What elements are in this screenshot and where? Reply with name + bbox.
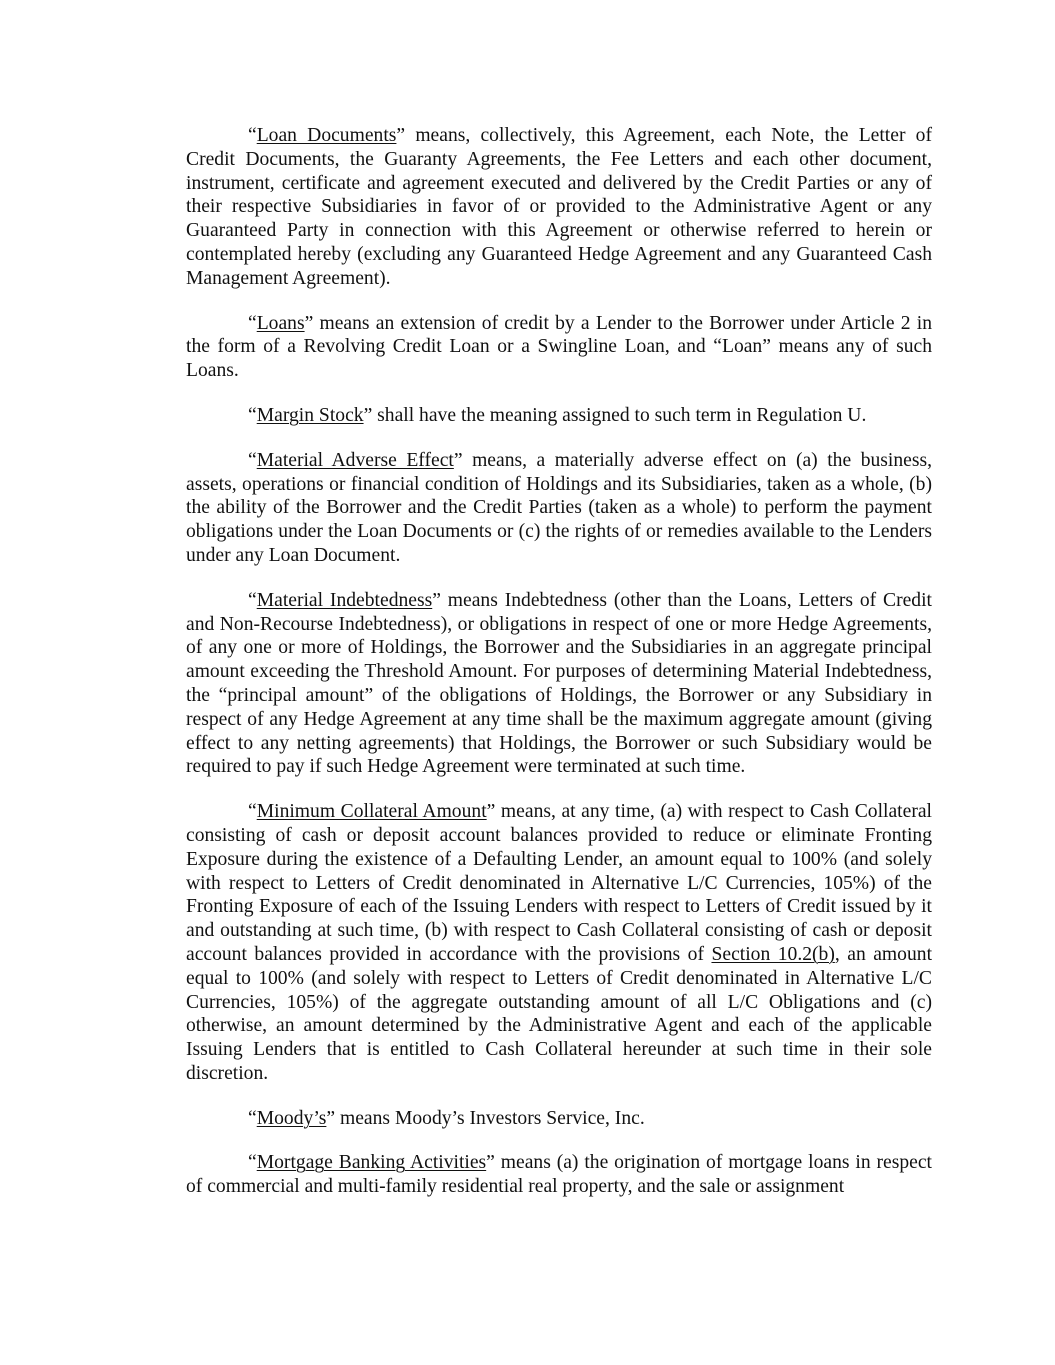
definition-text: ” shall have the meaning assigned to such term in Regulation U. <box>363 404 867 426</box>
definition-material-adverse-effect <box>186 449 932 568</box>
definition-moodys <box>186 1107 932 1131</box>
definition-text: ” means Moody’s Investors Service, Inc. <box>326 1107 645 1129</box>
definition-text: ” means (a) the origination of mortgage loans in respect of commercial and multi-family residential real property, and the sale or assignment <box>186 1152 932 1198</box>
definition-margin-stock <box>186 404 932 428</box>
defined-term: Loans <box>256 312 305 334</box>
open-quote: “ <box>248 589 257 611</box>
defined-term: Minimum Collateral Amount <box>256 801 487 823</box>
definitions-section <box>186 124 932 1220</box>
defined-term: Loan Documents <box>256 125 397 146</box>
open-quote: “ <box>248 312 257 334</box>
open-quote: “ <box>248 125 257 146</box>
open-quote: “ <box>248 1152 257 1174</box>
definition-text: ” means Indebtedness (other than the Loans, Letters of Credit and Non-Recourse Indebtedness), or obligations in respect of one or more Hedge Agreements, of any one or more of Holdings, the Borrower and the Subsidiaries in an aggregate principal amount exceeding the Threshold Amount. For purposes of determining Material Indebtedness, the “principal amount” of the obligations of Holdings, the Borrower or any Subsidiary in respect of any Hedge Agreement at any time shall be the maximum aggregate amount (giving effect to any netting agreements) that Holdings, the Borrower or such Subsidiary would be required to pay if such Hedge Agreement were terminated at such time. <box>186 589 932 778</box>
defined-term: Material Adverse Effect <box>256 449 454 471</box>
open-quote: “ <box>248 449 257 471</box>
defined-term: Material Indebtedness <box>256 589 433 611</box>
definition-material-indebtedness <box>186 589 932 779</box>
definition-text: ” means an extension of credit by a Lender to the Borrower under Article 2 in the form of a Revolving Credit Loan or a Swingline Loan, and “Loan” means any of such Loans. <box>186 312 932 382</box>
section-cross-reference: Section 10.2(b) <box>711 943 835 965</box>
defined-term: Moody’s <box>256 1107 327 1129</box>
open-quote: “ <box>248 404 257 426</box>
open-quote: “ <box>248 1107 257 1129</box>
defined-term: Mortgage Banking Activities <box>256 1152 487 1174</box>
definition-text: ” means, collectively, this Agreement, each Note, the Letter of Credit Documents, the Guaranty Agreements, the Fee Letters and each other document, instrument, certificate and agreement executed and delivered by the Credit Parties or any of their respective Subsidiaries in favor of or provided to the Administrative Agent or any Guaranteed Party in connection with this Agreement or otherwise referred to herein or contemplated hereby (excluding any Guaranteed Hedge Agreement and any Guaranteed Cash Management Agreement). <box>186 125 932 289</box>
open-quote: “ <box>248 801 257 823</box>
definition-mortgage-banking-activities <box>186 1151 932 1199</box>
defined-term: Margin Stock <box>256 404 364 426</box>
definition-text: ” means, at any time, (a) with respect to Cash Collateral consisting of cash or deposit account balances provided to reduce or eliminate Fronting Exposure during the existence of a Defaulting Lender, an amount equal to 100% (and solely with respect to Letters of Credit denominated in Alternative L/C Currencies, 105%) of the Fronting Exposure of each of the Issuing Lenders with respect to Letters of Credit issued by it and outstanding at such time, (b) with respect to Cash Collateral consisting of cash or deposit account balances provided in accordance with the provisions of <box>186 801 932 965</box>
definition-minimum-collateral-amount <box>186 800 932 1086</box>
definition-text: ” means, a materially adverse effect on (a) the business, assets, operations or financial condition of Holdings and its Subsidiaries, taken as a whole, (b) the ability of the Borrower and the Credit Parties (taken as a whole) to perform the payment obligations under the Loan Documents or (c) the rights of or remedies available to the Lenders under any Loan Document. <box>186 449 933 566</box>
definition-loan-documents <box>186 124 932 291</box>
definition-text-continued: , an amount equal to 100% (and solely with respect to Letters of Credit denominated in Alternative L/C Currencies, 105%) of the aggregate outstanding amount of all L/C Obligations and (c) otherwise, an amount determined by the Administrative Agent and each of the applicable Issuing Lenders that is entitled to Cash Collateral hereunder at such time in their sole discretion. <box>186 943 933 1084</box>
definition-loans <box>186 312 932 383</box>
